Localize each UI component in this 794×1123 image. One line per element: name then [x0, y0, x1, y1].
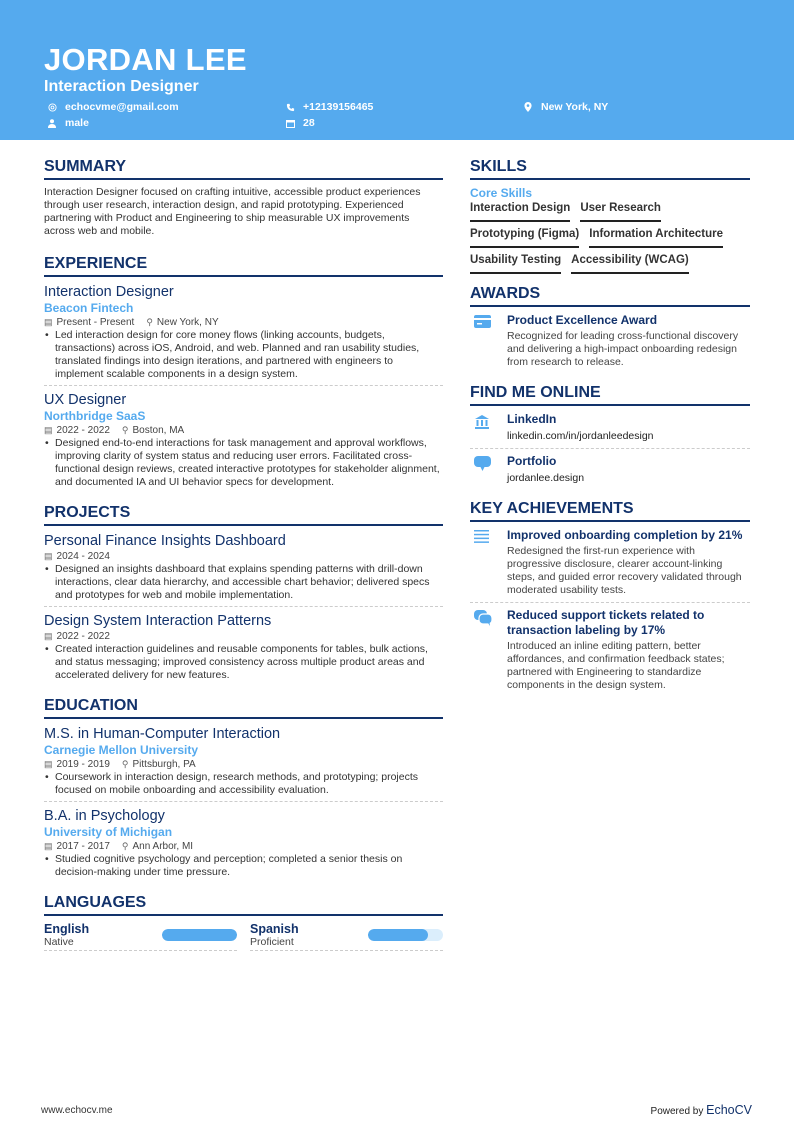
entry-dates: Present - Present	[56, 317, 135, 328]
map-pin-icon: ⚲	[121, 759, 129, 769]
projects-section	[44, 503, 443, 686]
award-title: Product Excellence Award	[507, 313, 658, 327]
skill-tag: Accessibility (WCAG)	[571, 253, 689, 274]
brand-name: EchoCV	[706, 1103, 752, 1117]
section-heading: KEY ACHIEVEMENTS	[470, 499, 750, 522]
experience-entry	[44, 391, 443, 493]
language-name: English	[44, 922, 90, 936]
key-achievements-section	[470, 499, 750, 697]
location-text: New York, NY	[541, 101, 609, 113]
skill-tag: Interaction Design	[470, 201, 570, 222]
entry-bullet: • Led interaction design for core money flows (linking accounts, budgets, transactions) across iOS, Android, and web. Planned and ran usability studies, translated findings into design iterations, and partnered with engineers to implement scalable components in a design system.	[44, 329, 443, 381]
company-name: Northbridge SaaS	[44, 409, 146, 423]
online-item-portfolio[interactable]	[470, 454, 750, 490]
project-entry	[44, 532, 443, 607]
language-level: Native	[44, 936, 74, 948]
entry-bullet: • Studied cognitive psychology and perception; completed a senior thesis on decision-making under time pressure.	[44, 853, 443, 879]
email-text: echocvme@gmail.com	[65, 101, 179, 113]
skill-tag: Prototyping (Figma)	[470, 227, 579, 248]
online-link[interactable]: jordanlee.design	[507, 472, 585, 484]
languages-section	[44, 893, 443, 951]
footer-powered-by[interactable]	[651, 1103, 752, 1117]
entry-bullet: • Coursework in interaction design, research methods, and prototyping; projects focused on mobile onboarding and accessibility evaluation.	[44, 771, 443, 797]
section-heading: FIND ME ONLINE	[470, 383, 750, 406]
skill-tag: User Research	[580, 201, 661, 222]
entry-bullet: • Created interaction guidelines and reusable components for tables, bulk actions, and status messaging; improved consistency across multiple product areas and accelerated delivery for new features.	[44, 643, 443, 682]
entry-meta	[44, 424, 443, 437]
online-title: Portfolio	[507, 454, 557, 468]
online-link[interactable]: linkedin.com/in/jordanleedesign	[507, 430, 654, 442]
contact-gender	[47, 116, 89, 130]
job-title: UX Designer	[44, 392, 127, 408]
section-heading: SUMMARY	[44, 157, 443, 180]
phone-text: +12139156465	[303, 101, 374, 113]
chat-bubbles-icon	[470, 608, 507, 692]
map-pin-icon: ⚲	[121, 841, 129, 851]
entry-location: Boston, MA	[132, 425, 185, 436]
entry-meta	[44, 550, 443, 563]
contact-location	[523, 100, 608, 114]
achievement-item	[470, 528, 750, 603]
entry-location: New York, NY	[156, 317, 219, 328]
skill-tag: Usability Testing	[470, 253, 561, 274]
language-proficiency-bar	[368, 929, 443, 941]
map-pin-icon: ⚲	[121, 425, 129, 435]
find-me-online-section	[470, 383, 750, 490]
language-item	[44, 922, 237, 951]
section-heading: EXPERIENCE	[44, 254, 443, 277]
calendar-icon: ▤	[44, 317, 53, 327]
entry-bullet: • Designed end-to-end interactions for task management and approval workflows, improving clarity of system status and reducing user errors. Facilitated cross-functional design reviews, created interactive prototypes for stakeholder alignment, and documented IA and UI behavior specs for development.	[44, 437, 443, 489]
age-text: 28	[303, 117, 315, 129]
calendar-icon: ▤	[44, 631, 53, 641]
resume-header	[0, 0, 794, 140]
calendar-icon: ▤	[44, 759, 53, 769]
achievement-title: Improved onboarding completion by 21%	[507, 528, 743, 542]
language-name: Spanish	[250, 922, 299, 936]
section-heading: PROJECTS	[44, 503, 443, 526]
award-description: Recognized for leading cross-functional discovery and delivering a high-impact onboarding redesign from research to release.	[507, 330, 739, 368]
award-item	[470, 313, 750, 374]
calendar-icon: ▤	[44, 841, 53, 851]
entry-dates: 2022 - 2022	[56, 631, 110, 642]
right-column	[470, 157, 750, 706]
at-icon	[47, 103, 57, 112]
entry-dates: 2024 - 2024	[56, 551, 110, 562]
entry-meta	[44, 316, 443, 329]
section-heading: AWARDS	[470, 284, 750, 307]
experience-section	[44, 254, 443, 493]
degree-title: B.A. in Psychology	[44, 808, 165, 824]
skill-tag: Information Architecture	[589, 227, 723, 248]
company-name: Beacon Fintech	[44, 301, 134, 315]
user-icon	[47, 119, 57, 128]
education-entry	[44, 807, 443, 883]
skill-category: Core Skills	[470, 186, 533, 200]
contact-phone[interactable]	[285, 100, 373, 114]
achievement-title: Reduced support tickets related to transaction labeling by 17%	[507, 608, 705, 637]
entry-location: Ann Arbor, MI	[132, 841, 194, 852]
project-title: Design System Interaction Patterns	[44, 613, 272, 629]
entry-meta	[44, 758, 443, 771]
speech-bubble-icon	[470, 454, 507, 485]
achievement-description: Introduced an inline editing pattern, better affordances, and confirmation feedback states; partnered with Engineering to standardize components in the design system.	[507, 640, 725, 691]
section-heading: SKILLS	[470, 157, 750, 180]
bank-icon	[470, 412, 507, 443]
credit-card-icon	[470, 313, 507, 369]
calendar-icon	[285, 119, 295, 128]
map-pin-icon	[523, 102, 533, 112]
awards-section	[470, 284, 750, 374]
contact-email[interactable]	[47, 100, 179, 114]
education-entry	[44, 725, 443, 802]
online-title: LinkedIn	[507, 412, 557, 426]
calendar-icon: ▤	[44, 551, 53, 561]
map-pin-icon: ⚲	[146, 317, 153, 327]
online-item-linkedin[interactable]	[470, 412, 750, 449]
entry-dates: 2019 - 2019	[56, 759, 110, 770]
section-heading: LANGUAGES	[44, 893, 443, 916]
experience-entry	[44, 283, 443, 386]
entry-bullet: • Designed an insights dashboard that explains spending patterns with drill-down interactions, clear data hierarchy, and accessible chart behavior; delivered specs and prototypes for web and mobile implementation.	[44, 563, 443, 602]
project-entry	[44, 612, 443, 686]
summary-section	[44, 157, 443, 238]
contact-age	[285, 116, 315, 130]
degree-title: M.S. in Human-Computer Interaction	[44, 726, 281, 742]
entry-location: Pittsburgh, PA	[132, 759, 196, 770]
gender-text: male	[65, 117, 89, 129]
project-title: Personal Finance Insights Dashboard	[44, 533, 286, 549]
entry-meta	[44, 630, 443, 643]
section-heading: EDUCATION	[44, 696, 443, 719]
education-section	[44, 696, 443, 883]
skills-section	[470, 157, 750, 274]
entry-meta	[44, 840, 443, 853]
phone-icon	[285, 103, 295, 112]
school-name: University of Michigan	[44, 825, 173, 839]
language-level: Proficient	[250, 936, 294, 948]
language-item	[250, 922, 443, 951]
candidate-name: JORDAN LEE	[44, 42, 247, 77]
list-icon	[470, 528, 507, 597]
language-proficiency-bar	[162, 929, 237, 941]
entry-dates: 2017 - 2017	[56, 841, 110, 852]
achievement-item	[470, 608, 750, 697]
entry-dates: 2022 - 2022	[56, 425, 110, 436]
left-column	[44, 157, 443, 951]
candidate-title: Interaction Designer	[44, 78, 199, 95]
achievement-description: Redesigned the first-run experience with progressive disclosure, clearer account-linking steps, and guided error recovery validated through moderated usability tests.	[507, 545, 742, 596]
powered-by-label: Powered by	[650, 1106, 704, 1117]
school-name: Carnegie Mellon University	[44, 743, 199, 757]
footer-website-link[interactable]: www.echocv.me	[41, 1105, 113, 1116]
summary-text: Interaction Designer focused on crafting intuitive, accessible product experiences through user research, interaction design, and rapid prototyping. Experienced partnering with Product and Engineering to ship measurable UX improvements across web and mobile.	[44, 186, 421, 237]
job-title: Interaction Designer	[44, 284, 174, 300]
calendar-icon: ▤	[44, 425, 53, 435]
